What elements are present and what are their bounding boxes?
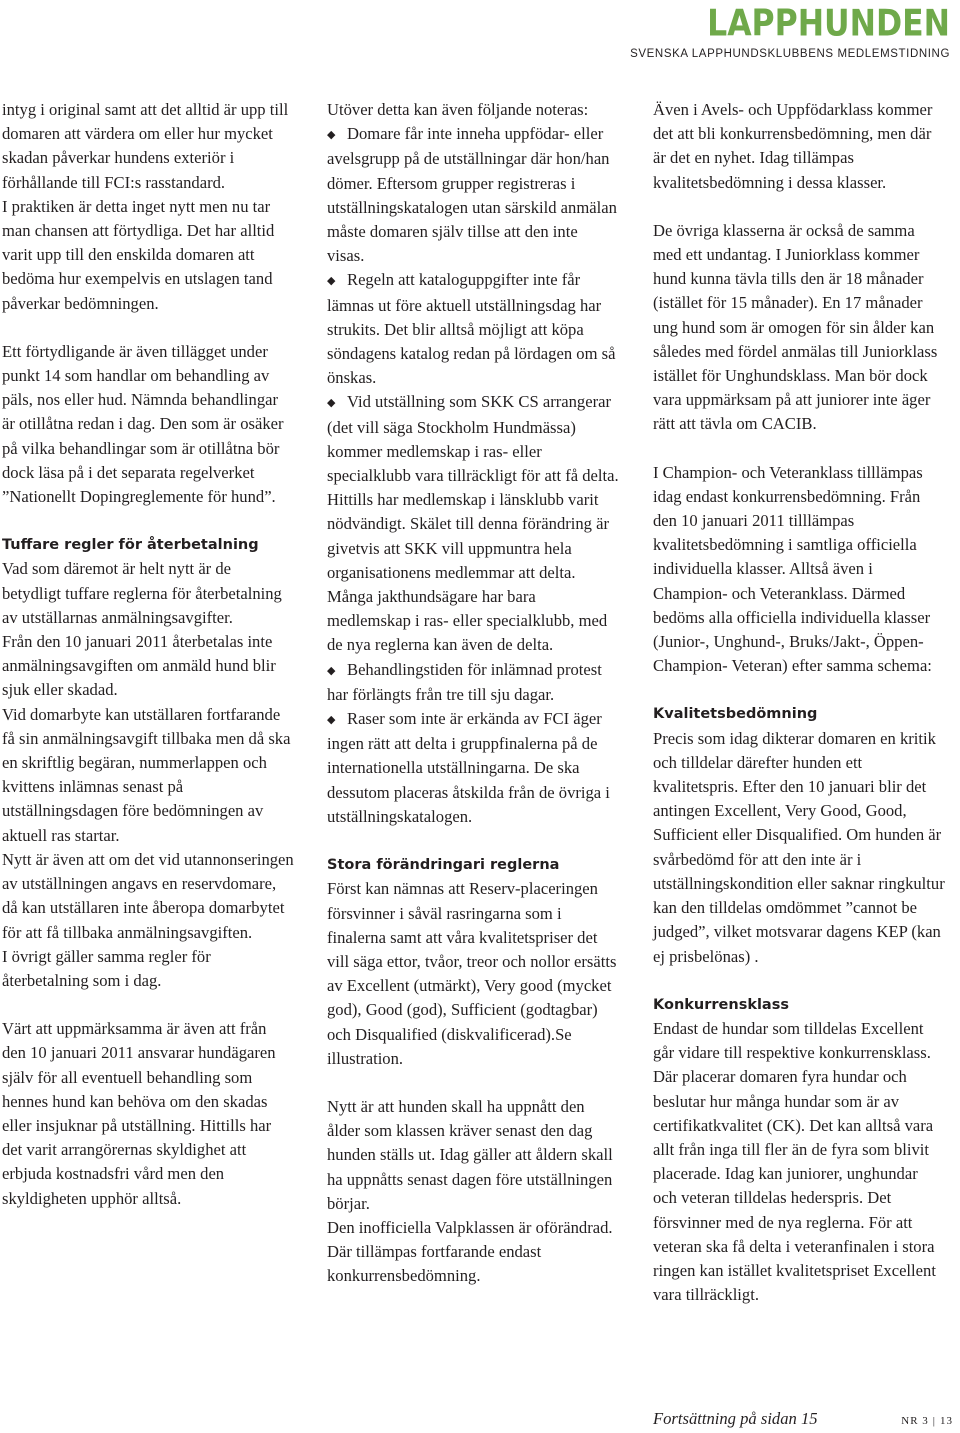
- paragraph: Nytt är även att om det vid utannonseringen av utställningen angavs en reservdomare, då kan utställaren inte åberopa domarbytet för att få tillbaka anmälningsavgiften.: [2, 849, 294, 942]
- bullet-item: [327, 707, 619, 829]
- paragraph: Även i Avels- och Uppfödarklass kommer det att bli konkurrensbedömning, men där är det en nyhet. Idag tillämpas kvalitetsbedömning i dessa klasser.: [653, 100, 933, 192]
- paragraph: Den inofficiella Valpklassen är oförändrad. Där tillämpas fortfarande endast konkurrensbedömning.: [327, 1217, 613, 1286]
- diamond-bullet-icon: ◆: [327, 714, 336, 727]
- bullet-text: Domare får inte inneha uppfödar- eller avelsgrupp på de utställningar där hon/han dömer. Eftersom grupper registreras i utställningskatalogen utan särskild anmälan måste domaren själv tillse att den inte visas.: [327, 124, 617, 266]
- section-heading: Kvalitetsbedömning: [653, 706, 818, 723]
- paragraph: Först kan nämnas att Reserv-placeringen försvinner i såväl rasringarna som i finalerna samt att våra kvalitetspriser det vill säga ettor, tvåor, treor och nollor ersätts av Excellent (utmärkt), Very good (mycket god), Good (god), Sufficient (godtagbar) och Disqualified (diskvalificerad).Se illustration.: [327, 879, 617, 1068]
- continuation-note: Fortsättning på sidan 15: [653, 1409, 818, 1428]
- diamond-bullet-icon: ◆: [327, 275, 336, 288]
- bullet-item: [327, 390, 619, 657]
- paragraph: Endast de hundar som tilldelas Excellent går vidare till respektive konkurrensklass. Där placerar domaren fyra hundar och beslutar hur många hundar som är av certifikatkvalitet (CK). Det kan alltså vara allt från inga till fler än de fyra som blivit placerade. Idag kan juniorer, unghundar och veteran tilldelas hederspris. Det försvinner med de nya reglerna. För att veteran ska få delta i veteranfinalen i stora ringen kan istället kvalitetspriset Excellent vara tillräckligt.: [653, 1018, 936, 1305]
- diamond-bullet-icon: ◆: [327, 664, 336, 677]
- page-number: [901, 1415, 953, 1427]
- bullet-text: Vid utställning som SKK CS arrangerar (det vill säga Stockholm Hundmässa) kommer medlemskap i ras- eller specialklubb vara tillräckligt för att få delta. Hittills har medlemskap i länsklubb varit nödvändigt. Skälet till denna förändring är givetvis att SKK vill uppmuntra hela organisationens medlemmar att delta. Många jakthundsägare har bara medlemskap i ras- eller specialklubb, med de nya reglerna kan även de delta.: [327, 392, 619, 655]
- bullet-text: Raser som inte är erkända av FCI äger ingen rätt att delta i gruppfinalerna på de internationella utställningarna. De ska dessutom placeras åtskilda från de övriga i utställningskatalogen.: [327, 709, 610, 826]
- article-column-2: [327, 98, 619, 1289]
- section-heading: Tuffare regler för återbetalning: [2, 537, 259, 554]
- diamond-bullet-icon: ◆: [327, 397, 336, 410]
- section-heading: Stora förändringari reglerna: [327, 857, 560, 874]
- bullet-text: Behandlingstiden för inlämnad protest har förlängts från tre till sju dagar.: [327, 659, 602, 704]
- paragraph: intyg i original samt att det alltid är upp till domaren att värdera om eller hur mycket skadan påverkar hundens exteriör i förhållande till FCI:s rasstandard.: [2, 100, 289, 192]
- paragraph: Nytt är att hunden skall ha uppnått den ålder som klassen kräver senast den dag hunden ställs ut. Idag gäller att åldern skall ha uppnåtts senast dagen före utställningen börjar.: [327, 1096, 613, 1213]
- paragraph: Vad som däremot är helt nytt är de betydligt tuffare reglerna för återbetalning av utställarnas anmälningsavgifter.: [2, 559, 282, 627]
- paragraph: Från den 10 januari 2011 återbetalas inte anmälningsavgiften om anmäld hund blir sjuk eller skadad.: [2, 632, 276, 700]
- article-column-1: [2, 98, 294, 1211]
- issue-number: NR 3: [901, 1415, 929, 1427]
- publication-logo: LAPPHUNDEN: [707, 3, 950, 45]
- paragraph: Precis som idag dikterar domaren en kritik och tilldelar därefter hunden ett kvalitetspris. Efter den 10 januari blir det antingen Excellent, Very Good, Good, Sufficient eller Disqualified. Om hunden är svårbedömd för att den inte är i utställningskondition eller saknar ringkultur kan den tilldelas omdömmet ”cannot be judged”, vilket motsvarar dagens KEP (kan ej prisbelönas) .: [653, 728, 945, 966]
- paragraph: De övriga klasserna är också de samma med ett undantag. I Juniorklass kommer hund kunna tävla tills den är 18 månader (istället för 15 månader). En 17 månader ung hund som är omogen för sin ålder kan således med fördel anmälas till Juniorklass istället för Unghundsklass. Man bör dock vara uppmärksam på att juniorer inte äger rätt att tävla om CACIB.: [653, 220, 938, 434]
- paragraph: I övrigt gäller samma regler för återbetalning som i dag.: [2, 946, 211, 990]
- bullet-item: [327, 268, 619, 390]
- paragraph: I Champion- och Veteranklass tilllämpas idag endast konkurrensbedömning. Från den 10 januari 2011 tilllämpas kvalitetsbedömning i samtliga officiella individuella klasser. Alltså även i Champion- och Veteranklass. Därmed bedöms alla officiella individuella klasser (Junior-, Unghund-, Bruks/Jakt-, Öppen- Champion- Veteran) efter samma schema:: [653, 462, 932, 676]
- masthead: [630, 4, 950, 60]
- paragraph: Vid domarbyte kan utställaren fortfarande få sin anmälningsavgift tillbaka men då ska en skriftlig begäran, nummerlappen och kvittens inlämnas senast på utställningsdagen före bedömningen av aktuell ras startar.: [2, 704, 291, 845]
- article-column-3: [653, 98, 945, 1307]
- bullet-text: Regeln att kataloguppgifter inte får lämnas ut före aktuell utställningsdag har strukits. Det blir alltså möjligt att köpa söndagens katalog redan på lördagen om så önskas.: [327, 270, 616, 388]
- paragraph: Utöver detta kan även följande noteras:: [327, 100, 589, 119]
- bullet-item: [327, 658, 619, 707]
- bullet-item: [327, 122, 619, 268]
- paragraph: Ett förtydligande är även tillägget under punkt 14 som handlar om behandling av päls, nos eller hud. Nämnda behandlingar är otillåtna redan i dag. Den som är osäker på vilka behandlingar som är otillåtna bör dock läsa på i det separata regelverket ”Nationellt Dopingreglemente för hund”.: [2, 341, 284, 507]
- footer-separator: |: [932, 1415, 936, 1427]
- page-number-value: 13: [940, 1415, 953, 1427]
- publication-subtitle: SVENSKA LAPPHUNDSKLUBBENS MEDLEMSTIDNING: [630, 48, 950, 60]
- paragraph: I praktiken är detta inget nytt men nu tar man chansen att förtydliga. Det har alltid varit upp till den enskilda domaren att bedöma hur exempelvis en utslagen tand påverkar bedömningen.: [2, 196, 275, 313]
- page-footer: [653, 1409, 953, 1429]
- paragraph: Värt att uppmärksamma är även att från den 10 januari 2011 ansvarar hundägaren själv för all eventuell behandling som hennes hund kan behöva om den skadas eller insjuknar på utställning. Hittills har det varit arrangörernas skyldighet att erbjuda kostnadsfri vård men den skyldigheten upphör alltså.: [2, 1019, 276, 1208]
- diamond-bullet-icon: ◆: [327, 129, 336, 142]
- section-heading: Konkurrensklass: [653, 996, 789, 1013]
